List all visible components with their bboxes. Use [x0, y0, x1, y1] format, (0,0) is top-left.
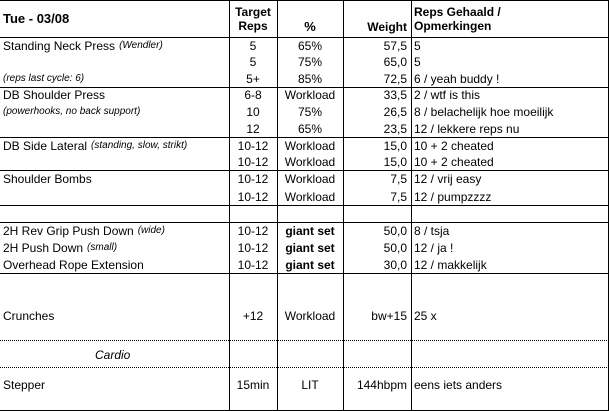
remark-cell[interactable]: 12 / vrij easy [414, 172, 482, 186]
table-row [0, 273, 609, 290]
table-row [0, 188, 609, 205]
percent-cell[interactable] [277, 273, 343, 290]
target-reps-cell[interactable] [229, 205, 277, 222]
target-reps-cell[interactable]: 5 [249, 38, 257, 53]
weight-cell[interactable]: 50,0 [383, 240, 407, 255]
weight-cell[interactable]: 33,5 [383, 88, 407, 102]
exercise-note: (small) [87, 241, 118, 253]
remark-cell[interactable]: 10 + 2 cheated [414, 155, 494, 169]
percent-cell[interactable]: Workload [284, 308, 336, 323]
col-notes-line1: Reps Gehaald / [414, 4, 501, 19]
weight-cell[interactable]: 26,5 [383, 104, 407, 119]
grid-hline [0, 37, 609, 38]
target-reps-cell[interactable] [229, 342, 277, 367]
percent-cell[interactable]: giant set [285, 223, 335, 238]
exercise-name: 2H Push Down [3, 240, 84, 255]
col-notes-line2: Opmerkingen [414, 18, 492, 33]
weight-cell[interactable]: bw+15 [371, 308, 407, 323]
weight-cell[interactable] [343, 397, 411, 410]
target-reps-cell[interactable]: 6-8 [244, 88, 262, 102]
remark-cell[interactable]: 2 / wtf is this [414, 88, 481, 102]
weight-cell[interactable]: 144hbpm [356, 378, 407, 392]
remark-cell[interactable] [411, 290, 609, 307]
table-row [0, 239, 609, 256]
target-reps-cell[interactable]: 10-12 [237, 155, 269, 169]
target-reps-cell[interactable]: 10-12 [237, 240, 269, 255]
exercise-cell[interactable] [0, 170, 229, 188]
table-row [0, 87, 609, 103]
col-weight[interactable]: Weight [367, 20, 407, 34]
percent-cell[interactable]: 65% [297, 38, 323, 53]
weight-cell[interactable]: 57,5 [383, 38, 407, 53]
target-reps-cell[interactable]: 5 [249, 55, 257, 69]
col-target-line1: Target [235, 4, 271, 19]
remark-cell[interactable] [411, 273, 609, 290]
col-target-reps[interactable] [229, 0, 277, 37]
grid-hline-dotted [0, 340, 609, 341]
exercise-name: Stepper [3, 378, 46, 392]
percent-cell[interactable]: Workload [284, 172, 336, 186]
exercise-name: DB Side Lateral [3, 138, 88, 153]
table-row [0, 397, 609, 410]
remark-cell[interactable]: 6 / yeah buddy ! [414, 71, 500, 86]
remark-cell[interactable]: 5 [414, 55, 421, 69]
exercise-note: (reps last cycle: 6) [3, 72, 85, 84]
weight-cell[interactable]: 50,0 [383, 223, 407, 238]
grid-hline [0, 0, 609, 1]
remark-cell[interactable] [411, 342, 609, 367]
table-row [0, 222, 609, 239]
percent-cell[interactable]: giant set [285, 257, 335, 272]
percent-cell[interactable] [277, 342, 343, 367]
table-row [0, 205, 609, 222]
percent-cell[interactable]: 75% [297, 55, 323, 69]
exercise-cell[interactable] [0, 154, 229, 170]
weight-cell[interactable]: 72,5 [383, 71, 407, 86]
percent-cell[interactable]: Workload [284, 138, 336, 153]
percent-cell[interactable]: 85% [297, 71, 323, 86]
percent-cell[interactable] [277, 397, 343, 410]
exercise-name: Shoulder Bombs [3, 172, 92, 186]
remark-cell[interactable]: 12 / makkelijk [414, 257, 487, 272]
exercise-name: 2H Rev Grip Push Down [3, 223, 134, 238]
percent-cell[interactable] [277, 290, 343, 307]
target-reps-cell[interactable] [229, 273, 277, 290]
grid-hline [0, 222, 609, 223]
remark-cell[interactable]: 10 + 2 cheated [414, 138, 494, 153]
exercise-name: Overhead Rope Extension [3, 257, 144, 272]
remark-cell[interactable]: 12 / lekkere reps nu [414, 121, 520, 136]
target-reps-cell[interactable]: 10-12 [237, 172, 269, 186]
target-reps-cell[interactable]: 10-12 [237, 223, 269, 238]
table-row [0, 120, 609, 137]
weight-cell[interactable] [343, 342, 411, 367]
percent-cell[interactable]: LIT [301, 378, 319, 392]
target-reps-cell[interactable] [229, 290, 277, 307]
weight-cell[interactable]: 15,0 [383, 138, 407, 153]
col-target-line2: Reps [238, 18, 268, 33]
table-row [0, 373, 609, 397]
exercise-cell[interactable] [0, 70, 229, 87]
weight-cell[interactable]: 7,5 [390, 189, 407, 204]
table-row [0, 54, 609, 70]
table-row [0, 256, 609, 273]
exercise-cell[interactable] [0, 137, 229, 154]
exercise-cell[interactable] [0, 397, 229, 410]
section-label: Cardio [95, 347, 131, 362]
remark-cell[interactable]: 5 [414, 38, 421, 53]
exercise-cell[interactable] [0, 307, 229, 324]
weight-cell[interactable] [343, 205, 411, 222]
remark-cell[interactable]: 12 / ja ! [414, 240, 454, 255]
exercise-note: (standing, slow, strikt) [91, 139, 188, 151]
grid-hline [0, 170, 609, 171]
target-reps-cell[interactable]: 10-12 [237, 257, 269, 272]
exercise-cell[interactable] [0, 290, 229, 307]
weight-cell[interactable] [343, 273, 411, 290]
exercise-note: (wide) [137, 224, 165, 236]
header-row [0, 0, 609, 37]
exercise-cell[interactable] [0, 256, 229, 273]
exercise-cell[interactable] [0, 342, 229, 367]
target-reps-cell[interactable]: 10 [246, 104, 260, 119]
table-row [0, 154, 609, 170]
remark-cell[interactable]: 12 / pumpzzzz [414, 189, 492, 204]
grid-hline [0, 273, 609, 274]
percent-cell[interactable]: Workload [284, 189, 336, 204]
table-row [0, 307, 609, 324]
table-row [0, 70, 609, 87]
exercise-cell[interactable] [0, 373, 229, 397]
exercise-cell[interactable] [0, 54, 229, 70]
exercise-cell[interactable] [0, 120, 229, 137]
exercise-cell[interactable] [0, 188, 229, 205]
grid-hline [0, 205, 609, 206]
remark-cell[interactable]: 8 / tsja [414, 223, 450, 238]
grid-hline-dotted [0, 367, 609, 368]
percent-cell[interactable]: Workload [284, 88, 336, 102]
remark-cell[interactable] [411, 397, 609, 410]
exercise-cell[interactable] [0, 37, 229, 54]
col-notes[interactable] [411, 0, 609, 37]
exercise-cell[interactable] [0, 239, 229, 256]
col-percent[interactable]: % [304, 19, 316, 34]
exercise-name: Standing Neck Press [3, 38, 116, 53]
target-reps-cell[interactable]: 10-12 [237, 189, 269, 204]
exercise-name: Crunches [3, 308, 55, 323]
exercise-cell[interactable] [0, 205, 229, 222]
table-row [0, 37, 609, 54]
percent-cell[interactable] [277, 205, 343, 222]
table-row [0, 170, 609, 188]
weight-cell[interactable]: 30,0 [383, 257, 407, 272]
exercise-name: DB Shoulder Press [3, 88, 106, 102]
remark-cell[interactable]: eens iets anders [414, 378, 503, 392]
target-reps-cell[interactable]: 5+ [246, 71, 260, 86]
remark-cell[interactable]: 8 / belachelijk hoe moeilijk [414, 104, 554, 119]
target-reps-cell[interactable] [229, 397, 277, 410]
table-row [0, 137, 609, 154]
percent-cell[interactable]: 65% [297, 121, 323, 136]
grid-hline [0, 87, 609, 88]
percent-cell[interactable]: 75% [297, 104, 323, 119]
weight-cell[interactable] [343, 290, 411, 307]
weight-cell[interactable]: 15,0 [383, 155, 407, 169]
target-reps-cell[interactable]: 15min [236, 378, 270, 392]
weight-cell[interactable]: 65,0 [383, 55, 407, 69]
exercise-cell[interactable] [0, 273, 229, 290]
remark-cell[interactable] [411, 205, 609, 222]
exercise-note: (Wendler) [119, 39, 163, 51]
exercise-cell[interactable] [0, 87, 229, 103]
target-reps-cell[interactable]: +12 [242, 308, 264, 323]
table-row [0, 290, 609, 307]
percent-cell[interactable]: Workload [284, 155, 336, 169]
exercise-note: (powerhooks, no back support) [3, 105, 141, 117]
table-row [0, 103, 609, 120]
table-row [0, 342, 609, 367]
weight-cell[interactable]: 23,5 [383, 121, 407, 136]
weight-cell[interactable]: 7,5 [390, 172, 407, 186]
remark-cell[interactable]: 25 x [414, 308, 437, 323]
percent-cell[interactable]: giant set [285, 240, 335, 255]
day-title[interactable]: Tue - 03/08 [3, 11, 70, 26]
target-reps-cell[interactable]: 10-12 [237, 138, 269, 153]
target-reps-cell[interactable]: 12 [246, 121, 260, 136]
exercise-cell[interactable] [0, 222, 229, 239]
grid-hline [0, 137, 609, 138]
exercise-cell[interactable] [0, 103, 229, 120]
